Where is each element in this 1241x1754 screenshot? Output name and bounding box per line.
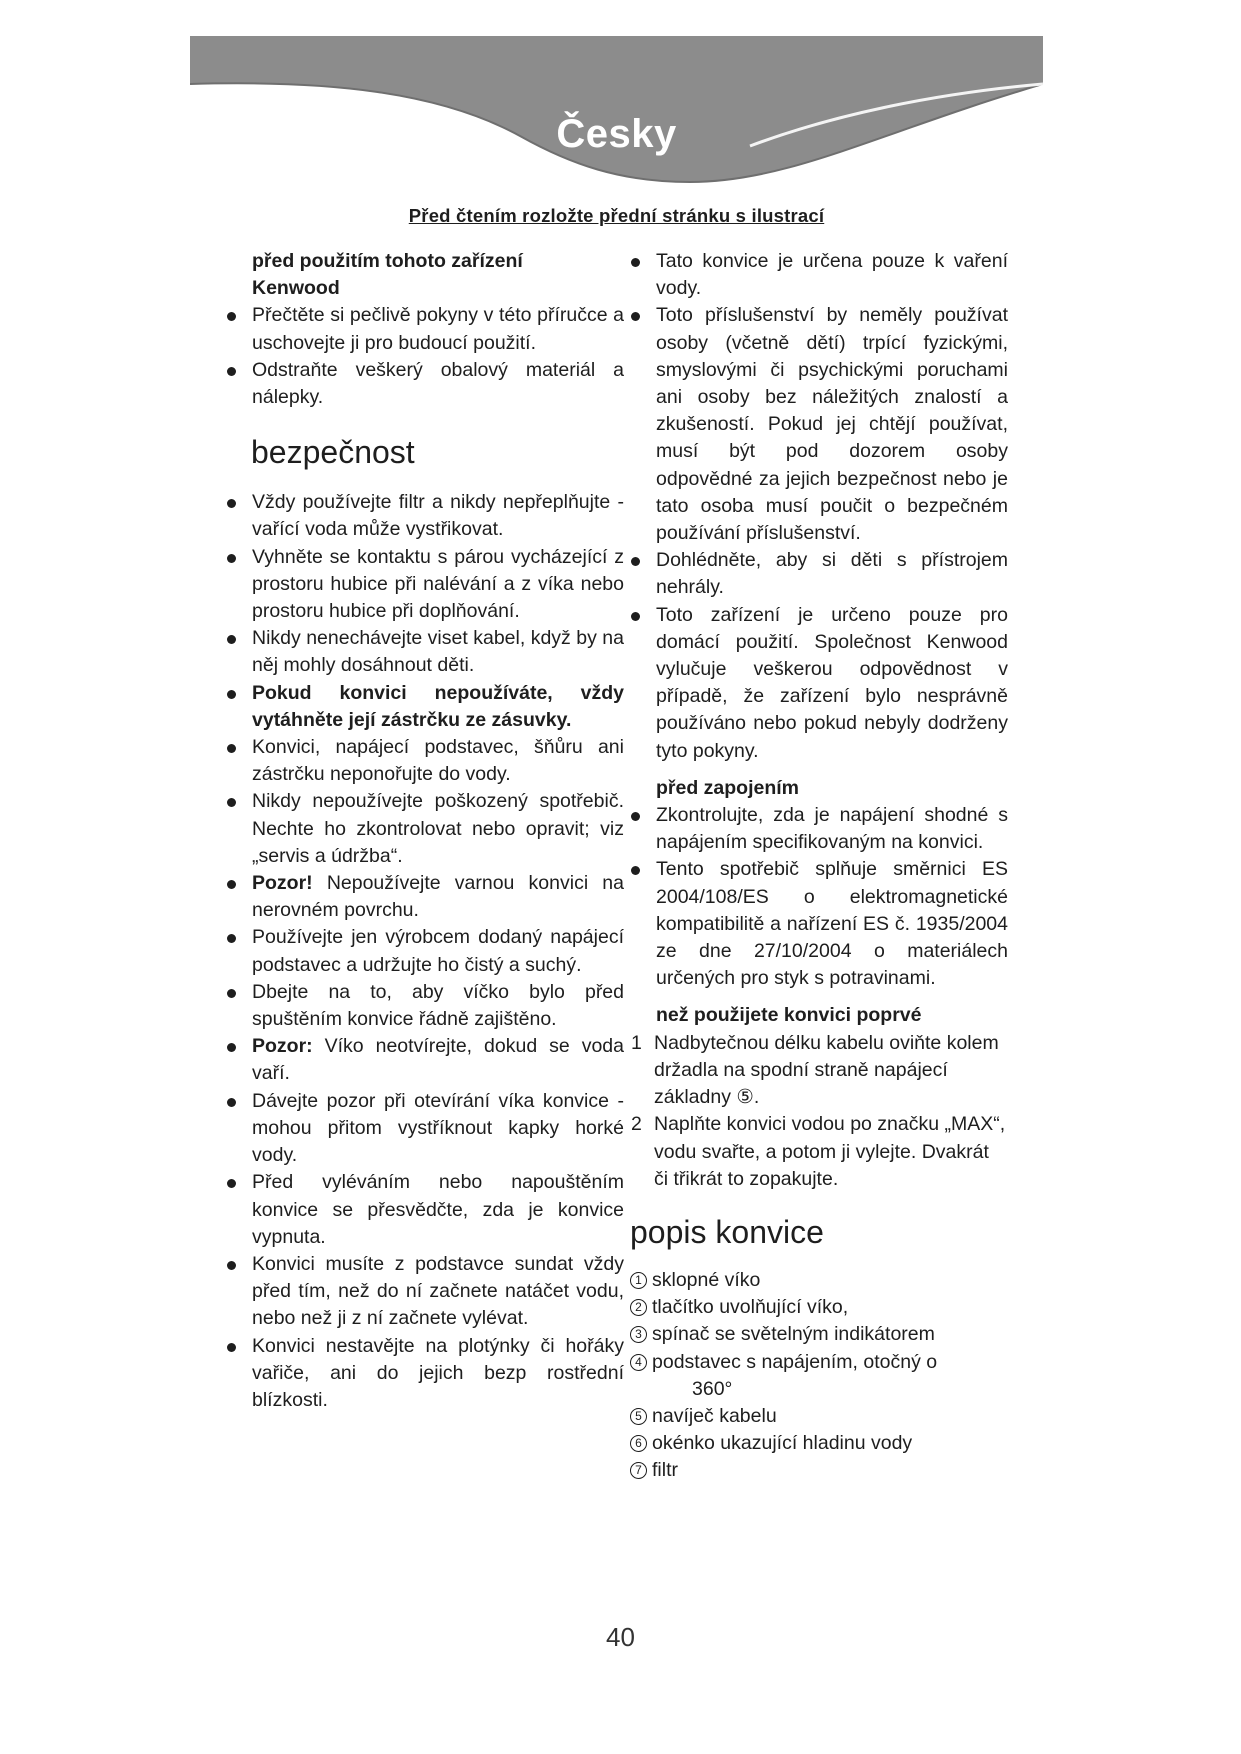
- list-item: 6 okénko ukazující hladinu vody: [630, 1430, 1008, 1457]
- list-item: Dávejte pozor při otevírání víka konvice - mohou přitom vystříknout kapky horké vody.: [226, 1088, 624, 1170]
- intro-list: [252, 302, 624, 411]
- list-item: Dbejte na to, aby víčko bylo před spuštěním konvice řádně zajištěno.: [226, 979, 624, 1033]
- list-item: 4 podstavec s napájením, otočný o 360°: [630, 1349, 1008, 1403]
- left-column: [252, 248, 624, 1414]
- intro-heading: [252, 248, 624, 302]
- list-item: 7 filtr: [630, 1457, 1008, 1484]
- right-column: [630, 248, 1008, 1485]
- list-item: Nikdy nenechávejte viset kabel, když by na něj mohly dosáhnout děti.: [226, 625, 624, 679]
- callout-number: 5: [630, 1408, 647, 1425]
- list-item: 2 tlačítko uvolňující víko,: [630, 1294, 1008, 1321]
- header-banner: [190, 36, 1043, 196]
- list-item: Tento spotřebič splňuje směrnici ES 2004/108/ES o elektromagnetické kompatibilitě a nařízení ES č. 1935/2004 ze dne 27/10/2004 o materiálech určených pro styk s potravinami.: [630, 856, 1008, 992]
- list-item: Vyhněte se kontaktu s párou vycházející z prostoru hubice při nalévání a z víka nebo prostoru hubice při doplňování.: [226, 544, 624, 626]
- list-item: 2 Naplňte konvici vodou po značku „MAX“, vodu svařte, a potom ji vylejte. Dvakrát či třikrát to zopakujte.: [631, 1113, 1006, 1190]
- list-item: Toto zařízení je určeno pouze pro domácí použití. Společnost Kenwood vylučuje veškerou odpovědnost v případě, že zařízení bylo nesprávně používáno nebo pokud nebyly dodrženy tyto pokyny.: [630, 602, 1008, 765]
- callout-number: 2: [630, 1299, 647, 1316]
- list-item: Dohlédněte, aby si děti s přístrojem nehrály.: [630, 547, 1008, 601]
- list-item: Pozor! Nepoužívejte varnou konvici na nerovném povrchu.: [226, 870, 624, 924]
- list-item: 5 navíječ kabelu: [630, 1403, 1008, 1430]
- connect-heading: před zapojením: [656, 776, 800, 799]
- language-title: Česky: [556, 112, 677, 156]
- list-item: 1 sklopné víko: [630, 1267, 1008, 1294]
- list-item: Konvici musíte z podstavce sundat vždy před tím, než do ní začnete natáčet vodu, nebo než ji z ní začnete vylévat.: [226, 1251, 624, 1333]
- list-item: Konvici nestavějte na plotýnky či hořáky vařiče, ani do jejich bezp rostřední blízkosti.: [226, 1333, 624, 1415]
- fold-out-instruction: Před čtením rozložte přední stránku s ilustrací: [408, 205, 825, 226]
- list-item: Před vyléváním nebo napouštěním konvice se přesvědčte, zda je konvice vypnuta.: [226, 1169, 624, 1251]
- safety-list: [252, 489, 624, 1414]
- list-item: Pozor: Víko neotvírejte, dokud se voda vaří.: [226, 1033, 624, 1087]
- callout-number: 6: [630, 1435, 647, 1452]
- intro-heading-line-1: před použitím tohoto zařízení: [252, 250, 523, 272]
- list-item: Nikdy nepoužívejte poškozený spotřebič. Nechte ho zkontrolovat nebo opravit; viz „servis a údržba“.: [226, 788, 624, 870]
- list-item: Přečtěte si pečlivě pokyny v této příručce a uschovejte ji pro budoucí použití.: [226, 302, 624, 356]
- list-item: Vždy používejte filtr a nikdy nepřeplňujte - vařící voda může vystřikovat.: [226, 489, 624, 543]
- list-item: Pokud konvici nepoužíváte, vždy vytáhněte její zástrčku ze zásuvky.: [226, 680, 624, 734]
- page-number: 40: [606, 1622, 635, 1652]
- connect-list: [630, 802, 1008, 992]
- callout-number: 4: [630, 1354, 647, 1371]
- list-item: 3 spínač se světelným indikátorem: [630, 1321, 1008, 1348]
- first-use-heading: než použijete konvici poprvé: [656, 1004, 922, 1027]
- list-item: Tato konvice je určena pouze k vaření vody.: [630, 248, 1008, 302]
- parts-list: [630, 1267, 1008, 1485]
- list-item: Odstraňte veškerý obalový materiál a nálepky.: [226, 357, 624, 411]
- list-item: Zkontrolujte, zda je napájení shodné s napájením specifikovaným na konvici.: [630, 802, 1008, 856]
- callout-number: 7: [630, 1462, 647, 1479]
- list-item: Toto příslušenství by neměly používat osoby (včetně dětí) trpící fyzickými, smyslovými či psychickými poruchami ani osoby bez náležitých znalostí a zkušeností. Pokud jej chtějí používat, musí být pod dozorem osoby odpovědné za jejich bezpečnost nebo je tato osoba musí poučit o bezpečném používání příslušenství.: [630, 302, 1008, 547]
- first-use-steps: [630, 1030, 1008, 1193]
- list-item: Konvici, napájecí podstavec, šňůru ani zástrčku neponořujte do vody.: [226, 734, 624, 788]
- list-item: 1 Nadbytečnou délku kabelu oviňte kolem držadla na spodní straně napájecí základny ⑤.: [631, 1031, 999, 1109]
- parts-heading: popis konvice: [630, 1213, 824, 1250]
- callout-number: 1: [630, 1272, 647, 1289]
- intro-heading-line-2: Kenwood: [252, 277, 340, 300]
- list-item: Používejte jen výrobcem dodaný napájecí podstavec a udržujte ho čistý a suchý.: [226, 924, 624, 978]
- callout-number: 3: [630, 1326, 647, 1343]
- safety-heading: bezpečnost: [251, 434, 415, 471]
- safety-list-continued: [630, 248, 1008, 765]
